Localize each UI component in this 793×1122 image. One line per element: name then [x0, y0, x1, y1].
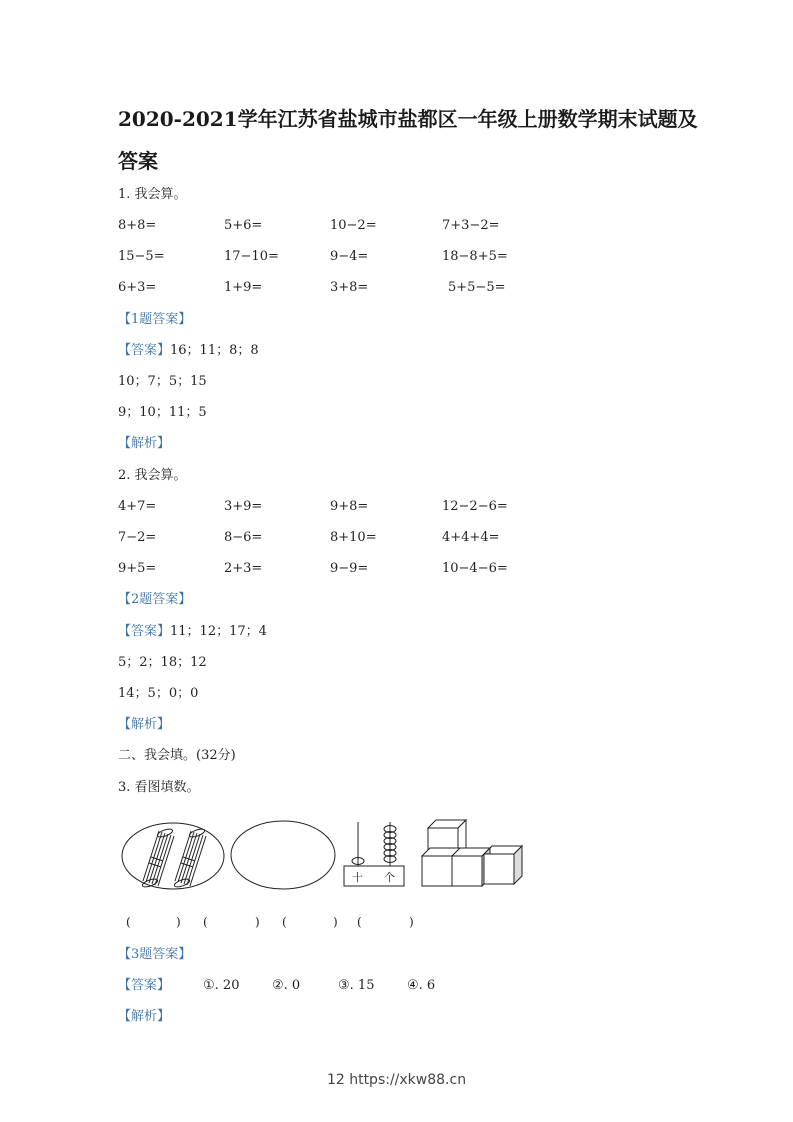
q3-analysis: 【解析】 [118, 1009, 171, 1024]
q2-expr: 9+8= [330, 499, 369, 514]
q3-heading: 3. 看图填数。 [118, 780, 200, 795]
q1-expr: 17−10= [224, 249, 279, 264]
q1-expr: 15−5= [118, 249, 165, 264]
q3-answer-4: ④. 6 [407, 978, 436, 993]
stick-bundles-oval [122, 823, 224, 889]
abacus-tens-label: 十 [352, 871, 363, 884]
q1-expr: 18−8+5= [442, 249, 508, 264]
q2-expr: 7−2= [118, 530, 157, 545]
answer-label: 【答案】 [118, 624, 171, 639]
q2-expr: 9+5= [118, 561, 157, 576]
stick-bundle-right-icon [173, 827, 206, 888]
q2-analysis: 【解析】 [118, 717, 171, 732]
paren-open: ( [357, 915, 362, 929]
q2-answer-tag: 【2题答案】 [118, 592, 192, 607]
q1-expr: 1+9= [224, 280, 263, 295]
q2-heading: 2. 我会算。 [118, 468, 187, 483]
q2-expr: 12−2−6= [442, 499, 508, 514]
q2-answer-line-1 [118, 623, 267, 641]
stick-bundles-figure [122, 823, 224, 889]
answer-values: 11；12；17；4 [170, 624, 267, 639]
q3-answer-2: ②. 0 [272, 978, 301, 993]
q2-answer-line-3: 14；5；0；0 [118, 686, 199, 701]
q1-expr: 5+5−5= [448, 280, 506, 295]
q3-answer-tag: 【3题答案】 [118, 947, 192, 962]
q1-expr: 7+3−2= [442, 218, 500, 233]
q2-expr: 10−4−6= [442, 561, 508, 576]
q1-expr: 5+6= [224, 218, 263, 233]
q1-answer-line-1 [118, 342, 259, 360]
q2-expr: 8−6= [224, 530, 263, 545]
paren-open: ( [126, 915, 131, 929]
paren-open: ( [282, 915, 287, 929]
paren-close: ) [333, 915, 338, 929]
q2-expr: 4+4+4= [442, 530, 500, 545]
empty-oval [231, 821, 335, 889]
q2-answer-line-2: 5；2；18；12 [118, 655, 207, 670]
q3-answer-3: ③. 15 [338, 978, 375, 993]
document-title: 2020-2021学年江苏省盐城市盐都区一年级上册数学期末试题及答案 [118, 107, 698, 173]
q1-answer-line-2: 10；7；5；15 [118, 374, 207, 389]
answer-label: 【答案】 [118, 343, 171, 358]
q1-answer-tag: 【1题答案】 [118, 312, 192, 327]
q1-heading: 1. 我会算。 [118, 187, 187, 202]
paren-open: ( [203, 915, 208, 929]
q2-expr: 2+3= [224, 561, 263, 576]
q1-answer-line-3: 9；10；11；5 [118, 405, 207, 420]
q1-analysis: 【解析】 [118, 436, 171, 451]
q2-expr: 3+9= [224, 499, 263, 514]
q2-expr: 4+7= [118, 499, 157, 514]
section-heading: 二、我会填。(32分) [118, 748, 236, 763]
paren-close: ) [255, 915, 260, 929]
q2-expr: 8+10= [330, 530, 377, 545]
q1-expr: 6+3= [118, 280, 157, 295]
answer-values: 16；11；8；8 [170, 343, 259, 358]
q1-expr: 8+8= [118, 218, 157, 233]
cubes-figure [422, 820, 522, 886]
q2-expr: 9−9= [330, 561, 369, 576]
paren-close: ) [409, 915, 414, 929]
q1-expr: 9−4= [330, 249, 369, 264]
q1-expr: 10−2= [330, 218, 377, 233]
paren-close: ) [176, 915, 181, 929]
q1-expr: 3+8= [330, 280, 369, 295]
q3-answer-1: ①. 20 [203, 978, 240, 993]
page-footer: 12 https://xkw88.cn [326, 1072, 467, 1088]
q3-figure [118, 812, 528, 897]
abacus-ones-label: 个 [384, 871, 395, 884]
stick-bundle-left-icon [141, 827, 174, 888]
answer-label: 【答案】 [118, 978, 171, 993]
